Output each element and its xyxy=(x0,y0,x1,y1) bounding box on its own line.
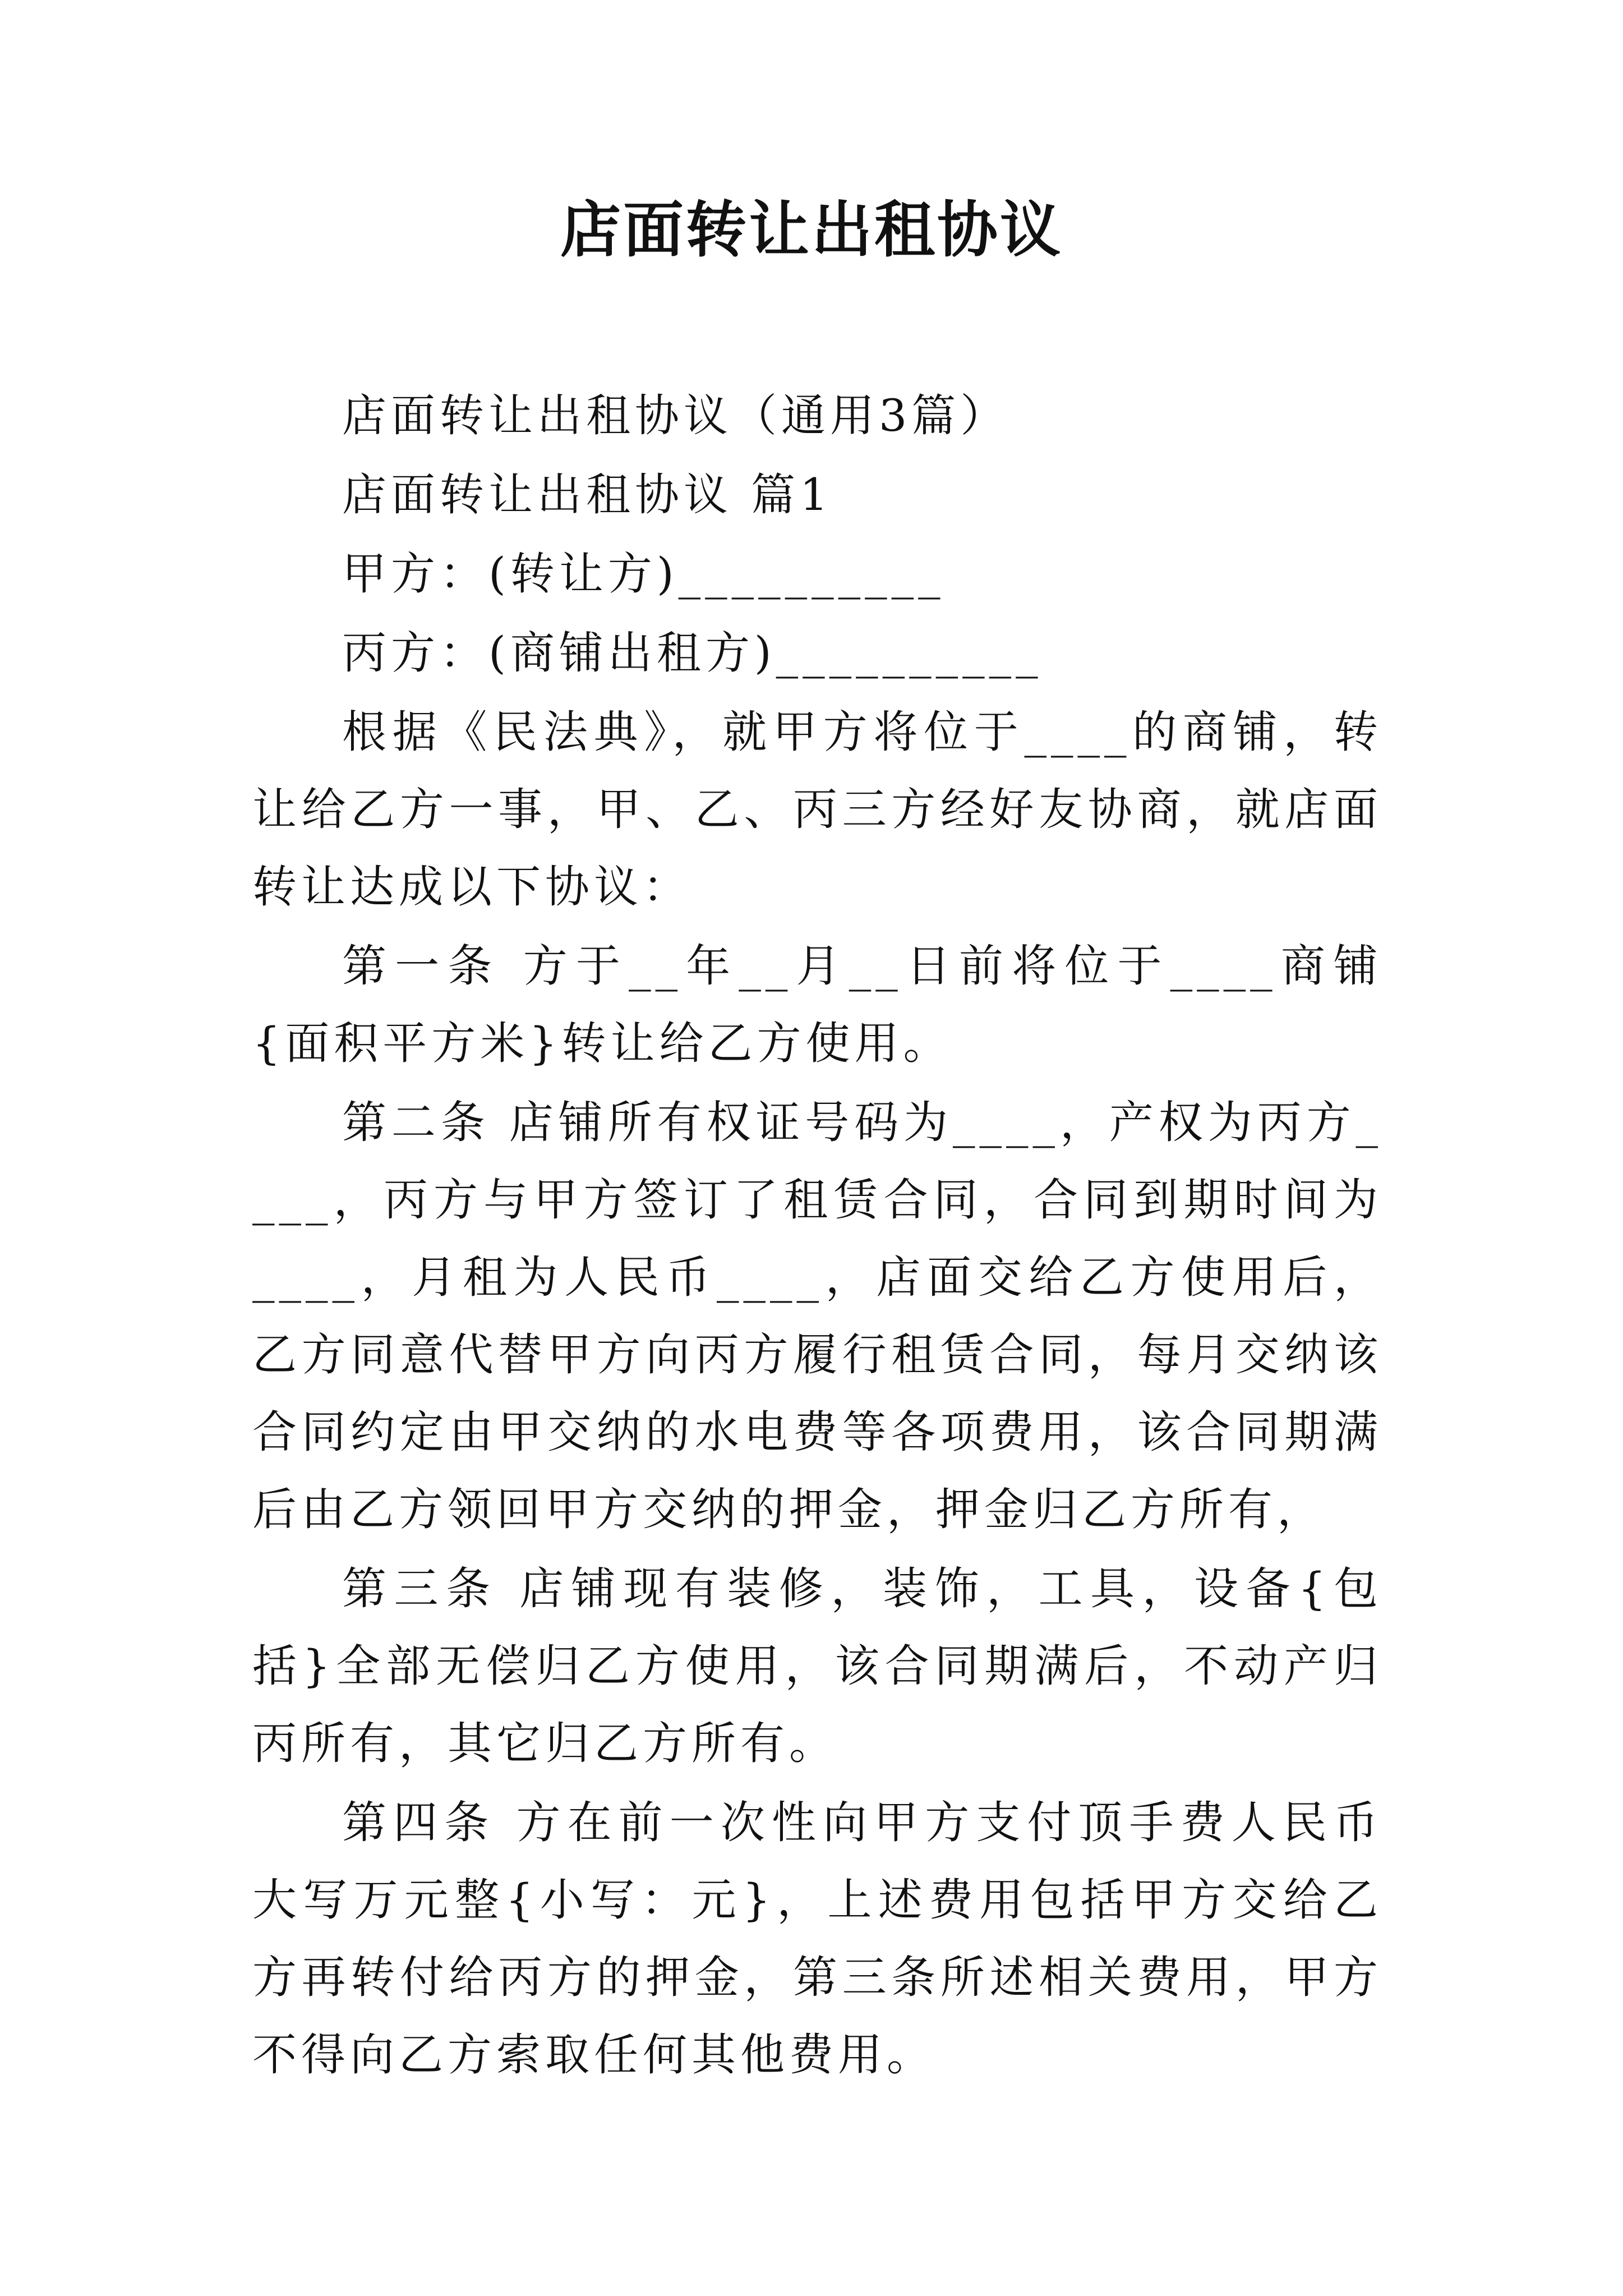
paragraph-article-3: 第三条 店铺现有装修，装饰，工具，设备{包括}全部无偿归乙方使用，该合同期满后，不动产归丙所有，其它归乙方所有。 xyxy=(252,1563,1382,1769)
paragraph-preamble: 根据《民法典》，就甲方将位于____的商铺，转让给乙方一事，甲、乙、丙三方经好友协商，就店面转让达成以下协议： xyxy=(252,706,1382,913)
paragraph-article-2: 第二条 店铺所有权证号码为____，产权为丙方____，丙方与甲方签订了租赁合同，合同到期时间为____，月租为人民币____，店面交给乙方使用后，乙方同意代替甲方向丙方履行租赁合同，每月交纳该合同约定由甲交纳的水电费等各项费用，该合同期满后由乙方领回甲方交纳的押金，押金归乙方所有， xyxy=(252,1097,1382,1535)
paragraph-article-1: 第一条 方于__年__月__日前将位于____商铺{面积平方米}转让给乙方使用。 xyxy=(252,940,1382,1069)
paragraph-subtitle: 店面转让出租协议（通用3篇） xyxy=(342,390,1009,441)
paragraph-article-4: 第四条 方在前一次性向甲方支付顶手费人民币大写万元整{小写：元}，上述费用包括甲方交给乙方再转付给丙方的押金，第三条所述相关费用，甲方不得向乙方索取任何其他费用。 xyxy=(252,1797,1382,2081)
document-body xyxy=(252,377,1382,2095)
paragraph-section-heading: 店面转让出租协议 篇1 xyxy=(342,469,833,521)
paragraph-party-a: 甲方：(转让方)__________ xyxy=(342,548,945,600)
document-title: 店面转让出租协议 xyxy=(560,195,1063,265)
paragraph-party-c: 丙方：(商铺出租方)__________ xyxy=(342,627,1043,679)
